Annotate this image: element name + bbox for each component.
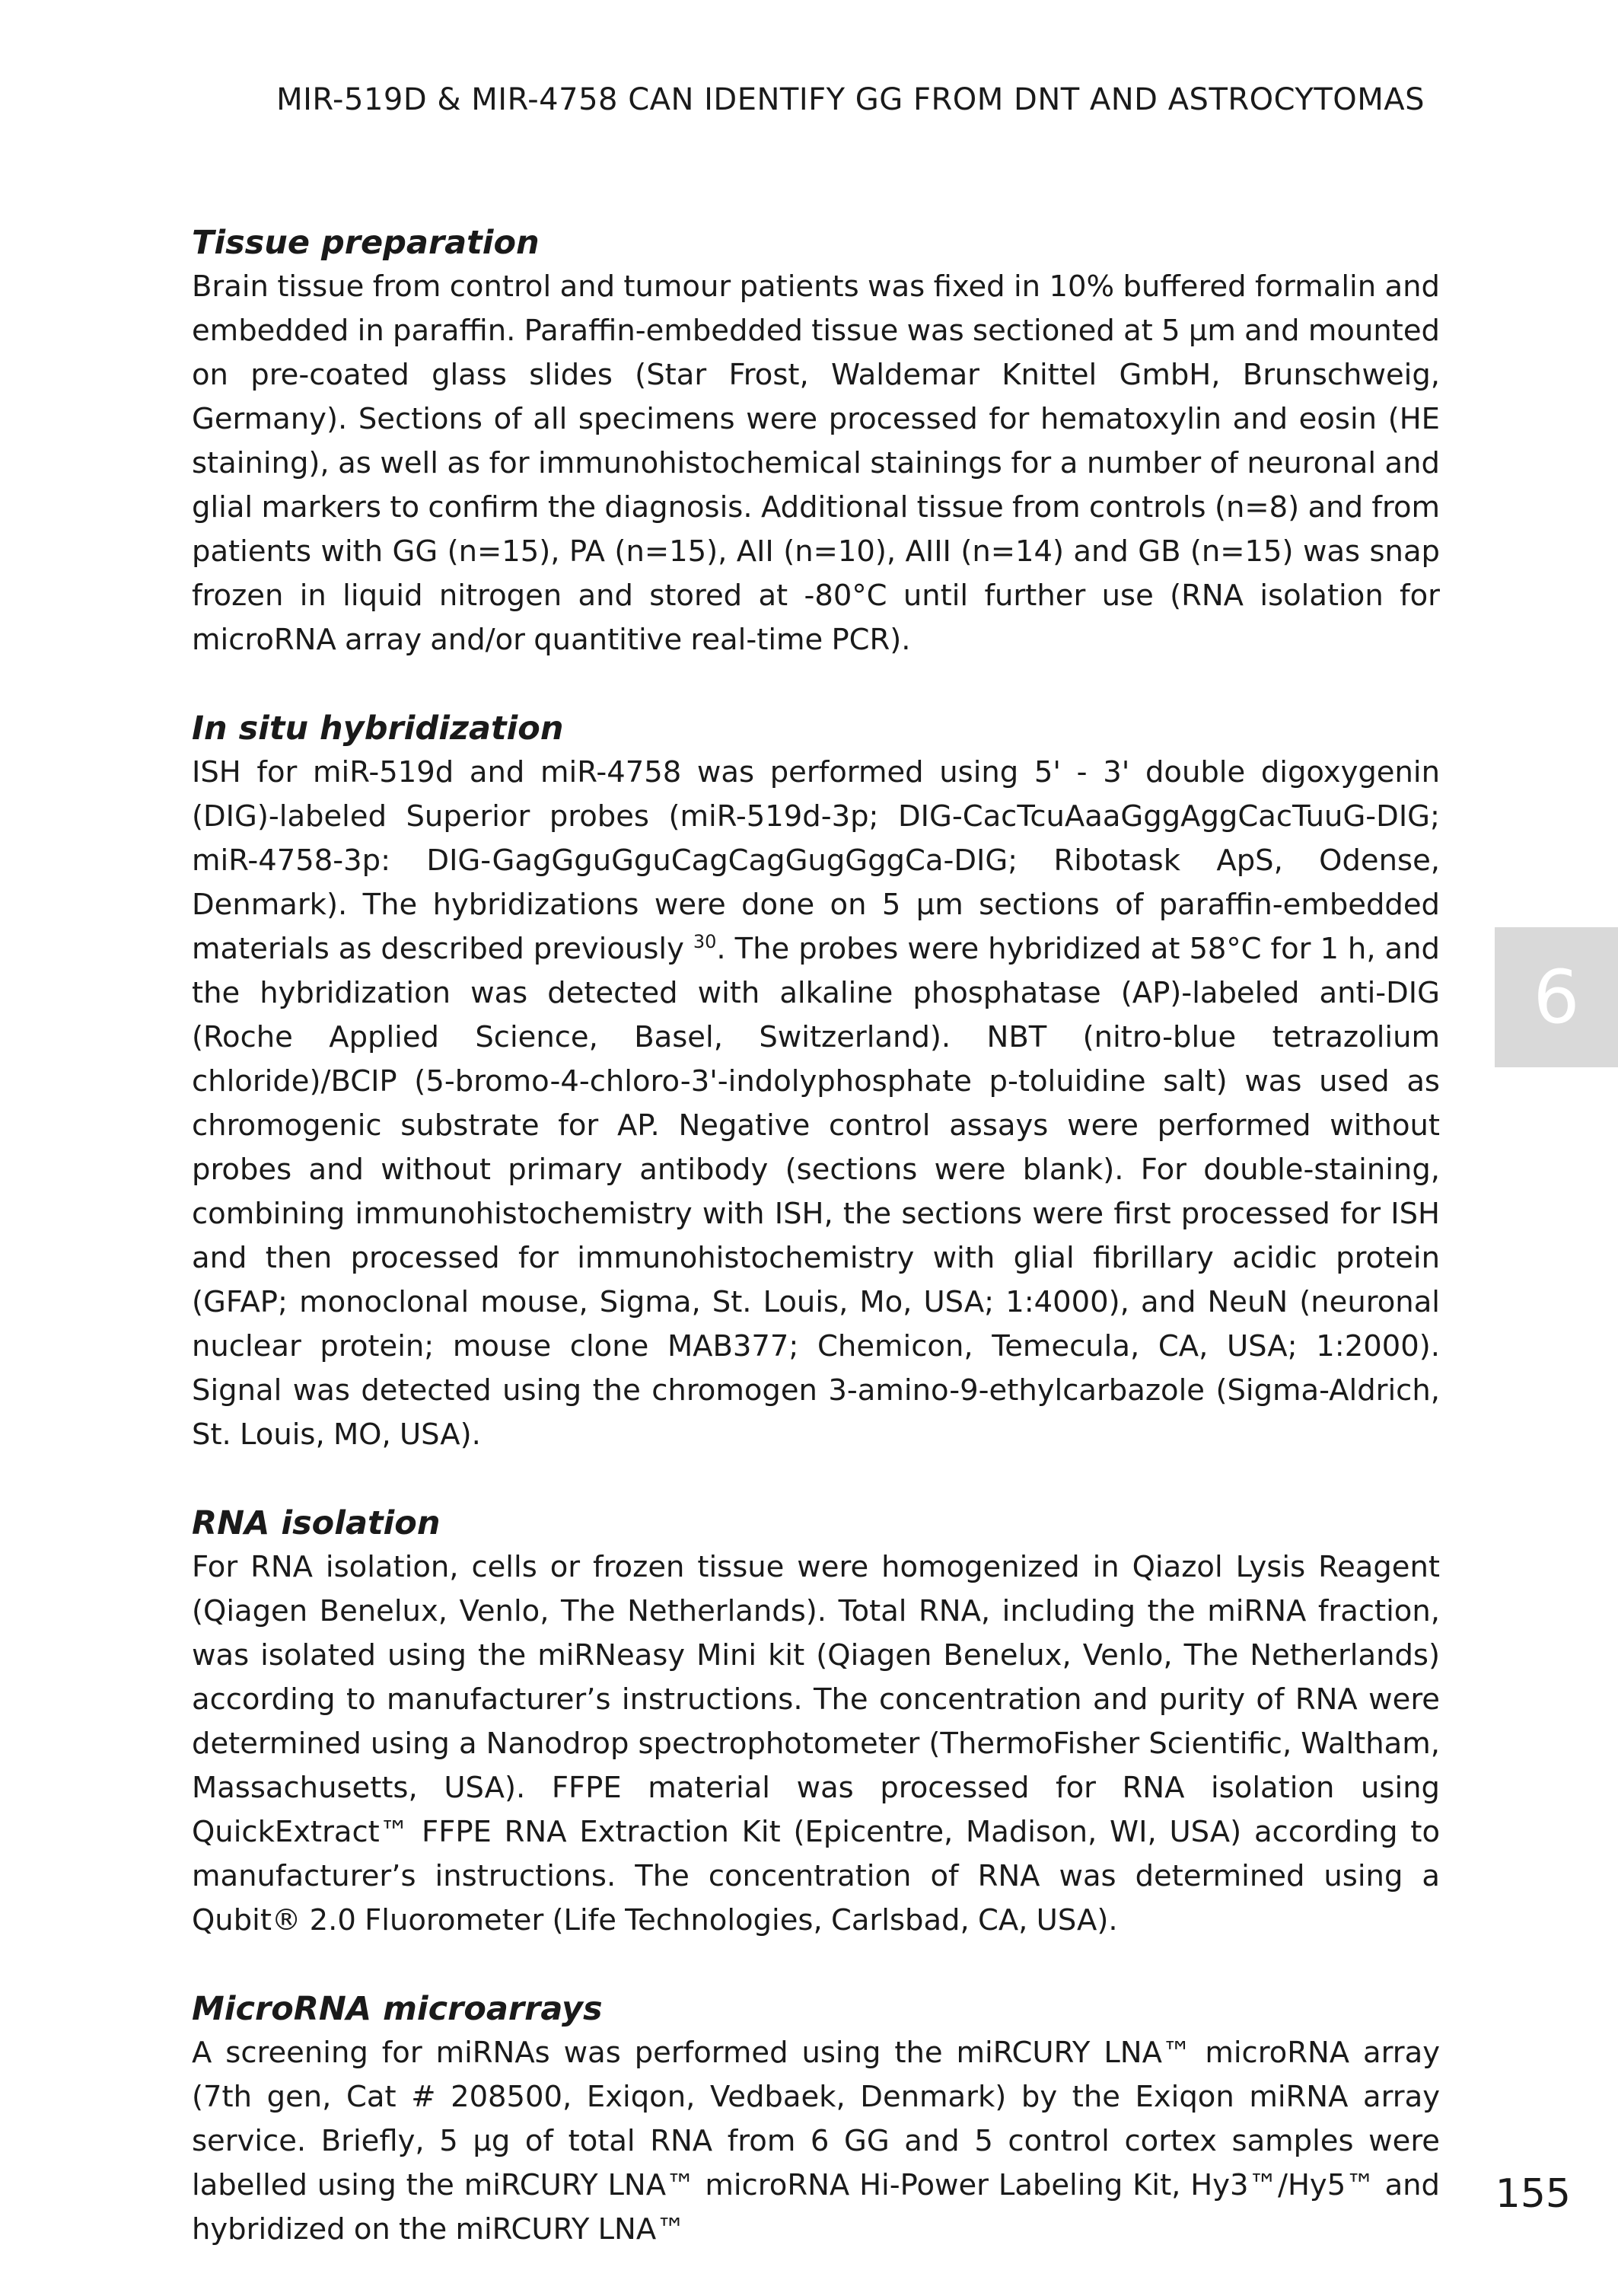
body-text: ISH for miR-519d and miR-4758 was performed using 5' - 3' double digoxygenin (DIG)-labeled Superior probes (miR-519d-3p; DIG-CacTcuAaaGggAggCacTuuG-DIG; miR-4758-3p: DIG-GagGguGguCagCagGugGggCa-DIG; Ribotask ApS, Odense, Denmark). The hybridizations were done on 5 μm sections of paraffin-embedded materials as described previously [192,755,1440,966]
body-text: . The probes were hybridized at 58°C for 1 h, and the hybridization was detected with alkaline phosphatase (AP)-labeled anti-DIG (Roche Applied Science, Basel, Switzerland). NBT (nitro-blue tetrazolium chloride)/BCIP (5-bromo-4-chloro-3'-indolyphosphate p-toluidine salt) was used as chromogenic substrate for AP. Negative control assays were performed without probes and without primary antibody (sections were blank). For double-staining, combining immunohistochemistry with ISH, the sections were first processed for ISH and then processed for immunohistochemistry with glial fibrillary acidic protein (GFAP; monoclonal mouse, Sigma, St. Louis, Mo, USA; 1:4000), and NeuN (neuronal nuclear protein; mouse clone MAB377; Chemicon, Temecula, CA, USA; 1:2000). Signal was detected using the chromogen 3-amino-9-ethylcarbazole (Sigma-Aldrich, St. Louis, MO, USA). [192,932,1440,1452]
section-body: A screening for miRNAs was performed using the miRCURY LNA™ microRNA array (7th gen, Cat # 208500, Exiqon, Vedbaek, Denmark) by the Exiqon miRNA array service. Briefly, 5 μg of total RNA from 6 GG and 5 control cortex samples were labelled using the miRCURY LNA™ microRNA Hi-Power Labeling Kit, Hy3™/Hy5™ and hybridized on the miRCURY LNA™ [192,2036,1440,2247]
chapter-number: 6 [1533,955,1580,1040]
section-body: For RNA isolation, cells or frozen tissue were homogenized in Qiazol Lysis Reagent (Qiagen Benelux, Venlo, The Netherlands). Total RNA, including the miRNA fraction, was isolated using the miRNeasy Mini kit (Qiagen Benelux, Venlo, The Netherlands) according to manufacturer’s instructions. The concentration and purity of RNA were determined using a Nanodrop spectrophotometer (ThermoFisher Scientific, Waltham, Massachusetts, USA). FFPE material was processed for RNA isolation using QuickExtract™ FFPE RNA Extraction Kit (Epicentre, Madison, WI, USA) according to manufacturer’s instructions. The concentration of RNA was determined using a Qubit® 2.0 Fluorometer (Life Technologies, Carlsbad, CA, USA). [192,1550,1440,1937]
section-heading: RNA isolation [192,1504,441,1542]
page-number: 155 [1495,2171,1571,2217]
chapter-tab [1495,927,1618,1067]
citation-reference: 30 [693,931,717,953]
main-content [192,221,1440,2296]
section-body: Brain tissue from control and tumour patients was fixed in 10% buffered formalin and embedded in paraffin. Paraffin-embedded tissue was sectioned at 5 μm and mounted on pre-coated glass slides (Star Frost, Waldemar Knittel GmbH, Brunschweig, Germany). Sections of all specimens were processed for hematoxylin and eosin (HE staining), as well as for immunohistochemical stainings for a number of neuronal and glial markers to confirm the diagnosis. Additional tissue from controls (n=8) and from patients with GG (n=15), PA (n=15), AII (n=10), AIII (n=14) and GB (n=15) was snap frozen in liquid nitrogen and stored at -80°C until further use (RNA isolation for microRNA array and/or quantitive real-time PCR). [192,269,1440,657]
section-microrna-microarrays [192,1987,1440,2252]
section-in-situ-hybridization [192,706,1440,1457]
section-tissue-preparation [192,221,1440,662]
section-heading: MicroRNA microarrays [192,1990,603,2028]
running-head: MIR-519D & MIR-4758 CAN IDENTIFY GG FROM DNT AND ASTROCYTOMAS [276,82,1425,117]
section-heading: In situ hybridization [192,710,564,748]
section-heading: Tissue preparation [192,224,540,262]
section-body [192,751,1440,1457]
section-rna-isolation [192,1501,1440,1943]
